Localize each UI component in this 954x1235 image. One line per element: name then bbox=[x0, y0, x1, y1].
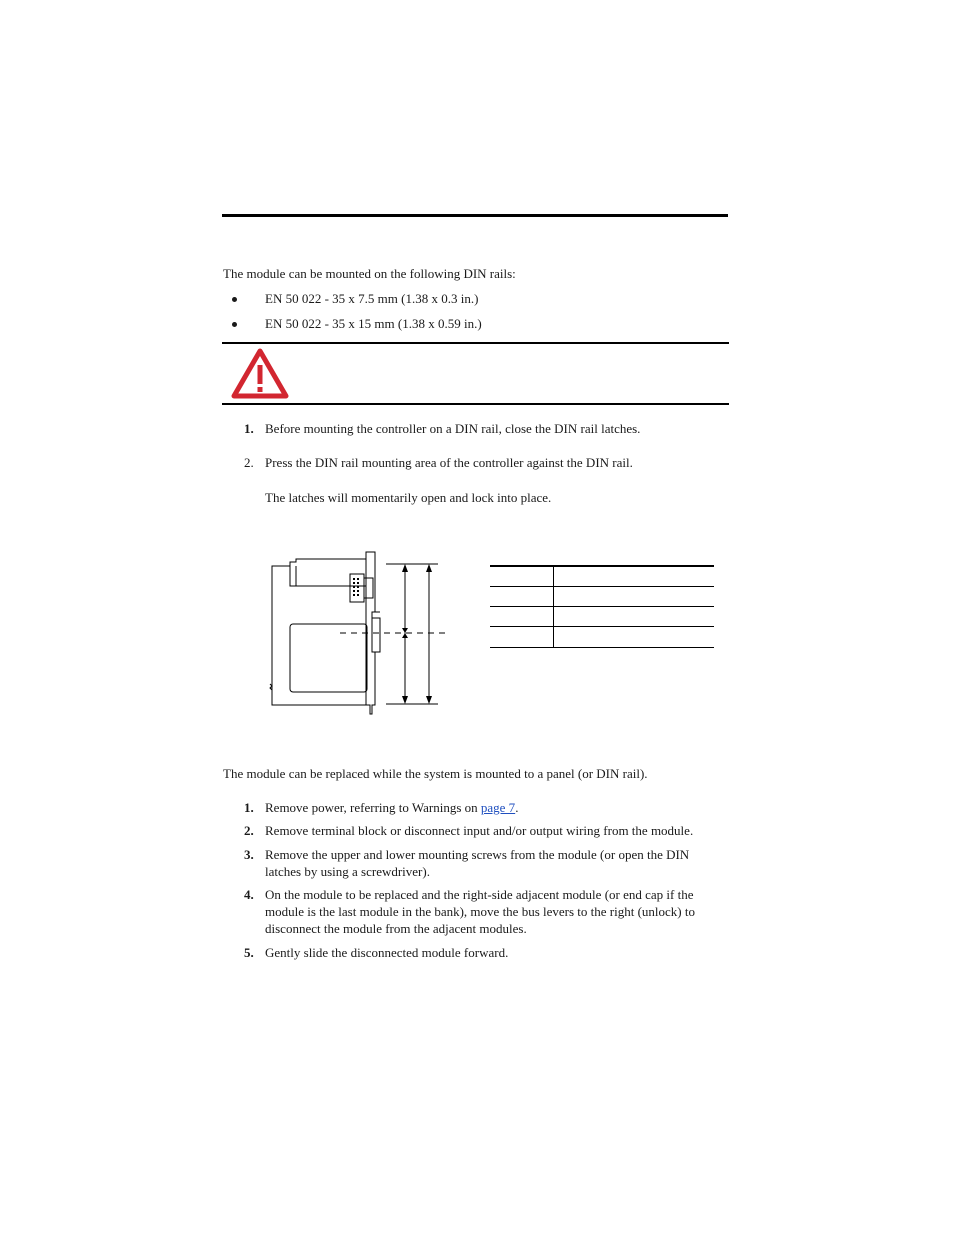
step-text: On the module to be replaced and the right-side adjacent module (or end cap if the module is the last module in the bank), move the bus levers to the right (unlock) to disconnect the module from the adjacent modules. bbox=[265, 887, 695, 936]
bullet-icon bbox=[232, 322, 237, 327]
step-number: 1. bbox=[244, 800, 254, 815]
step-text: Before mounting the controller on a DIN rail, close the DIN rail latches. bbox=[265, 421, 641, 436]
step-item bbox=[244, 799, 714, 816]
step-text: Press the DIN rail mounting area of the controller against the DIN rail. bbox=[265, 455, 633, 470]
step-item bbox=[244, 822, 714, 839]
step-item bbox=[244, 944, 714, 961]
step-text-lead: Remove power, referring to Warnings on bbox=[265, 800, 481, 815]
table-row bbox=[490, 626, 714, 627]
step-text: Remove the upper and lower mounting screws from the module (or open the DIN latches by using a screwdriver). bbox=[265, 847, 690, 879]
step-number: 5. bbox=[244, 945, 254, 960]
step-item bbox=[244, 420, 714, 437]
list-item bbox=[232, 315, 732, 332]
step-item bbox=[244, 886, 714, 937]
attention-top-rule bbox=[222, 342, 729, 344]
replace-intro: The module can be replaced while the system is mounted to a panel (or DIN rail). bbox=[223, 766, 648, 781]
attention-triangle-icon bbox=[231, 348, 289, 400]
step-number: 4. bbox=[244, 887, 254, 902]
step-number: 2. bbox=[244, 823, 254, 838]
section-rule bbox=[222, 214, 728, 217]
rail-spec: EN 50 022 - 35 x 15 mm (1.38 x 0.59 in.) bbox=[265, 316, 482, 331]
dimension-table bbox=[490, 565, 714, 649]
step-item bbox=[244, 846, 714, 880]
bullet-icon bbox=[232, 297, 237, 302]
step-text bbox=[265, 799, 713, 816]
table-row bbox=[490, 647, 714, 648]
step-number: 1. bbox=[244, 421, 254, 436]
attention-bottom-rule bbox=[222, 403, 729, 405]
step-number: 3. bbox=[244, 847, 254, 862]
table-header-rule bbox=[490, 565, 714, 567]
step-text: Gently slide the disconnected module forward. bbox=[265, 945, 509, 960]
step-item bbox=[244, 454, 714, 471]
step-number: 2. bbox=[244, 455, 254, 470]
table-row bbox=[490, 586, 714, 587]
step-text-tail: . bbox=[515, 800, 519, 815]
step-note: The latches will momentarily open and lock into place. bbox=[265, 490, 552, 505]
rail-spec: EN 50 022 - 35 x 7.5 mm (1.38 x 0.3 in.) bbox=[265, 291, 479, 306]
module-side-view-diagram bbox=[262, 548, 462, 718]
table-row bbox=[490, 606, 714, 607]
table-column-divider bbox=[553, 565, 554, 648]
din-rail-intro: The module can be mounted on the following DIN rails: bbox=[223, 266, 516, 281]
list-item bbox=[232, 290, 732, 307]
step-text: Remove terminal block or disconnect input and/or output wiring from the module. bbox=[265, 823, 694, 838]
page-link[interactable]: page 7 bbox=[480, 800, 516, 815]
